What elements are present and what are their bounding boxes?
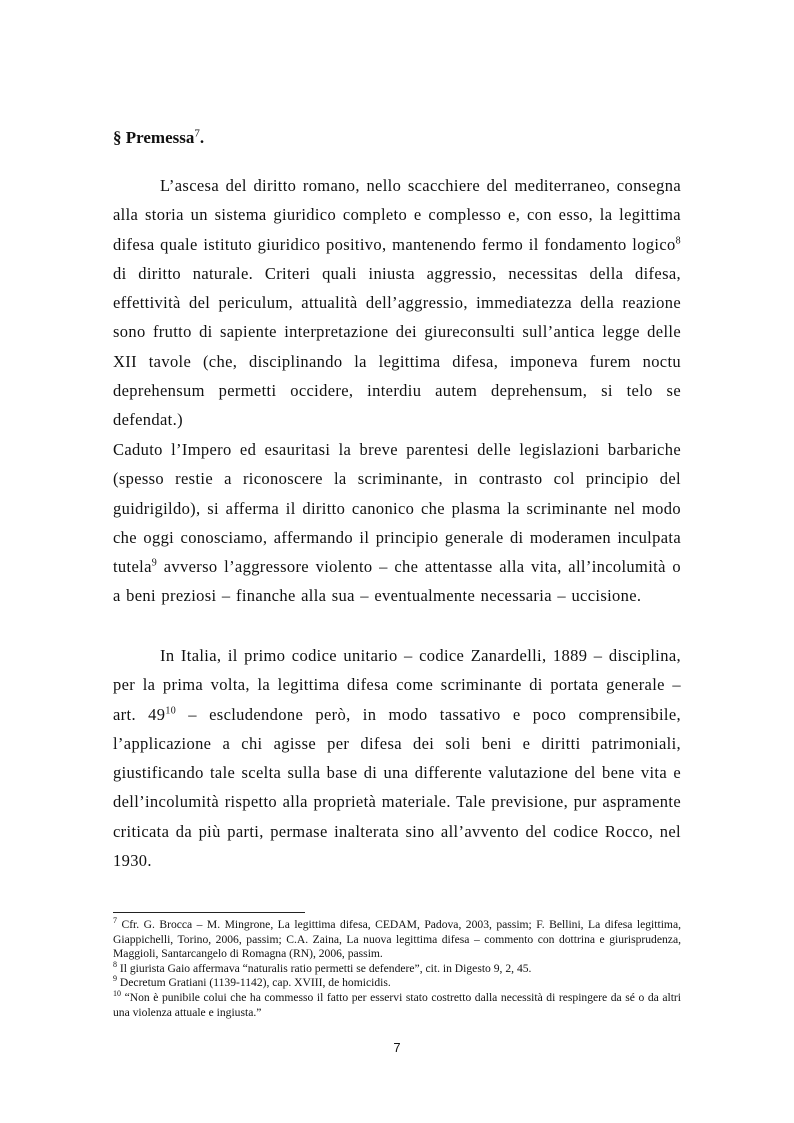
footnote-number: 9 bbox=[113, 974, 117, 984]
footnote-text: Il giurista Gaio affermava “naturalis ratio permetti se defendere”, cit. in Digesto 9, 2, 45. bbox=[117, 961, 532, 975]
section-heading bbox=[113, 128, 204, 148]
footnote-text: Cfr. G. Brocca – M. Mingrone, La legittima difesa, CEDAM, Padova, 2003, passim; F. Bellini, La difesa legittima, Giappichelli, Torino, 2006, passim; C.A. Zaina, La nuova legittima difesa – commento con dottrina e giurisprudenza, Maggioli, Santarcangelo di Romagna (RN), 2006, passim. bbox=[113, 918, 681, 961]
paragraph-text: di diritto naturale. Criteri quali iniusta aggressio, necessitas della difesa, effettività del periculum, attualità dell’aggressio, immediatezza della reazione sono frutto di sapiente interpretazione dei giureconsulti sull’antica legge delle XII tavole (che, disciplinando la legittima difesa, imponeva furem noctu deprehensum permetti occidere, interdiu autem deprehensum, si telo se defendat.) bbox=[113, 263, 681, 430]
heading-suffix: . bbox=[199, 128, 205, 147]
footnote-ref-10: 10 bbox=[165, 705, 177, 717]
footnotes bbox=[113, 918, 681, 1020]
heading-text: § Premessa bbox=[113, 128, 195, 147]
paragraph-text: – escludendone però, in modo tassativo e poco comprensibile, l’applicazione a chi agisse per difesa dei soli beni e diritti patrimoniali, giustificando tale scelta sulla base di una differente valutazione del bene vita e dell’incolumità rispetto alla proprietà materiale. Tale previsione, pur aspramente criticata da più parti, permase inalterata sino all’avvento del codice Rocco, nel 1930. bbox=[113, 704, 681, 871]
paragraph-canon-law bbox=[113, 435, 681, 611]
paragraph-italian-code bbox=[113, 641, 681, 875]
paragraph-text: Caduto l’Impero ed esauritasi la breve parentesi delle legislazioni barbariche (spesso restie a riconoscere la scriminante, in contrasto col principio del guidrigildo), si afferma il diritto canonico che plasma la scriminante nel modo che oggi conosciamo, affermando il principio generale di moderamen inculpata tutela bbox=[113, 440, 681, 577]
footnote-ref-9: 9 bbox=[151, 557, 158, 569]
footnote-7 bbox=[113, 918, 681, 962]
footnote-number: 7 bbox=[113, 916, 117, 926]
footnote-ref-8: 8 bbox=[675, 235, 681, 247]
footnote-8 bbox=[113, 959, 681, 977]
footnote-text: “Non è punibile colui che ha commesso il fatto per esservi stato costretto dalla necessità di respingere da sé o da altri una violenza attuale e ingiusta.” bbox=[113, 990, 681, 1019]
footnote-number: 8 bbox=[113, 959, 117, 969]
footnote-9 bbox=[113, 976, 681, 991]
paragraph-text: avverso l’aggressore violento – che attentasse alla vita, all’incolumità o a beni preziosi – finanche alla sua – eventualmente necessaria – uccisione. bbox=[113, 557, 681, 606]
paragraph-text: L’ascesa del diritto romano, nello scacchiere del mediterraneo, consegna alla storia un sistema giuridico completo e complesso e, con esso, la legittima difesa quale istituto giuridico positivo, mantenendo fermo il fondamento logico bbox=[113, 176, 681, 254]
footnote-divider bbox=[113, 912, 305, 913]
footnote-text: Decretum Gratiani (1139-1142), cap. XVIII, de homicidis. bbox=[117, 976, 391, 990]
footnote-number: 10 bbox=[113, 989, 121, 999]
footnote-10 bbox=[113, 991, 681, 1020]
paragraph-text: In Italia, il primo codice unitario – codice Zanardelli, 1889 – disciplina, per la prima volta, la legittima difesa come scriminante di portata generale – art. 49 bbox=[113, 646, 681, 724]
paragraph-roman-law bbox=[113, 171, 681, 435]
footnote-ref-7: 7 bbox=[194, 127, 200, 140]
page-number: 7 bbox=[393, 1040, 401, 1055]
